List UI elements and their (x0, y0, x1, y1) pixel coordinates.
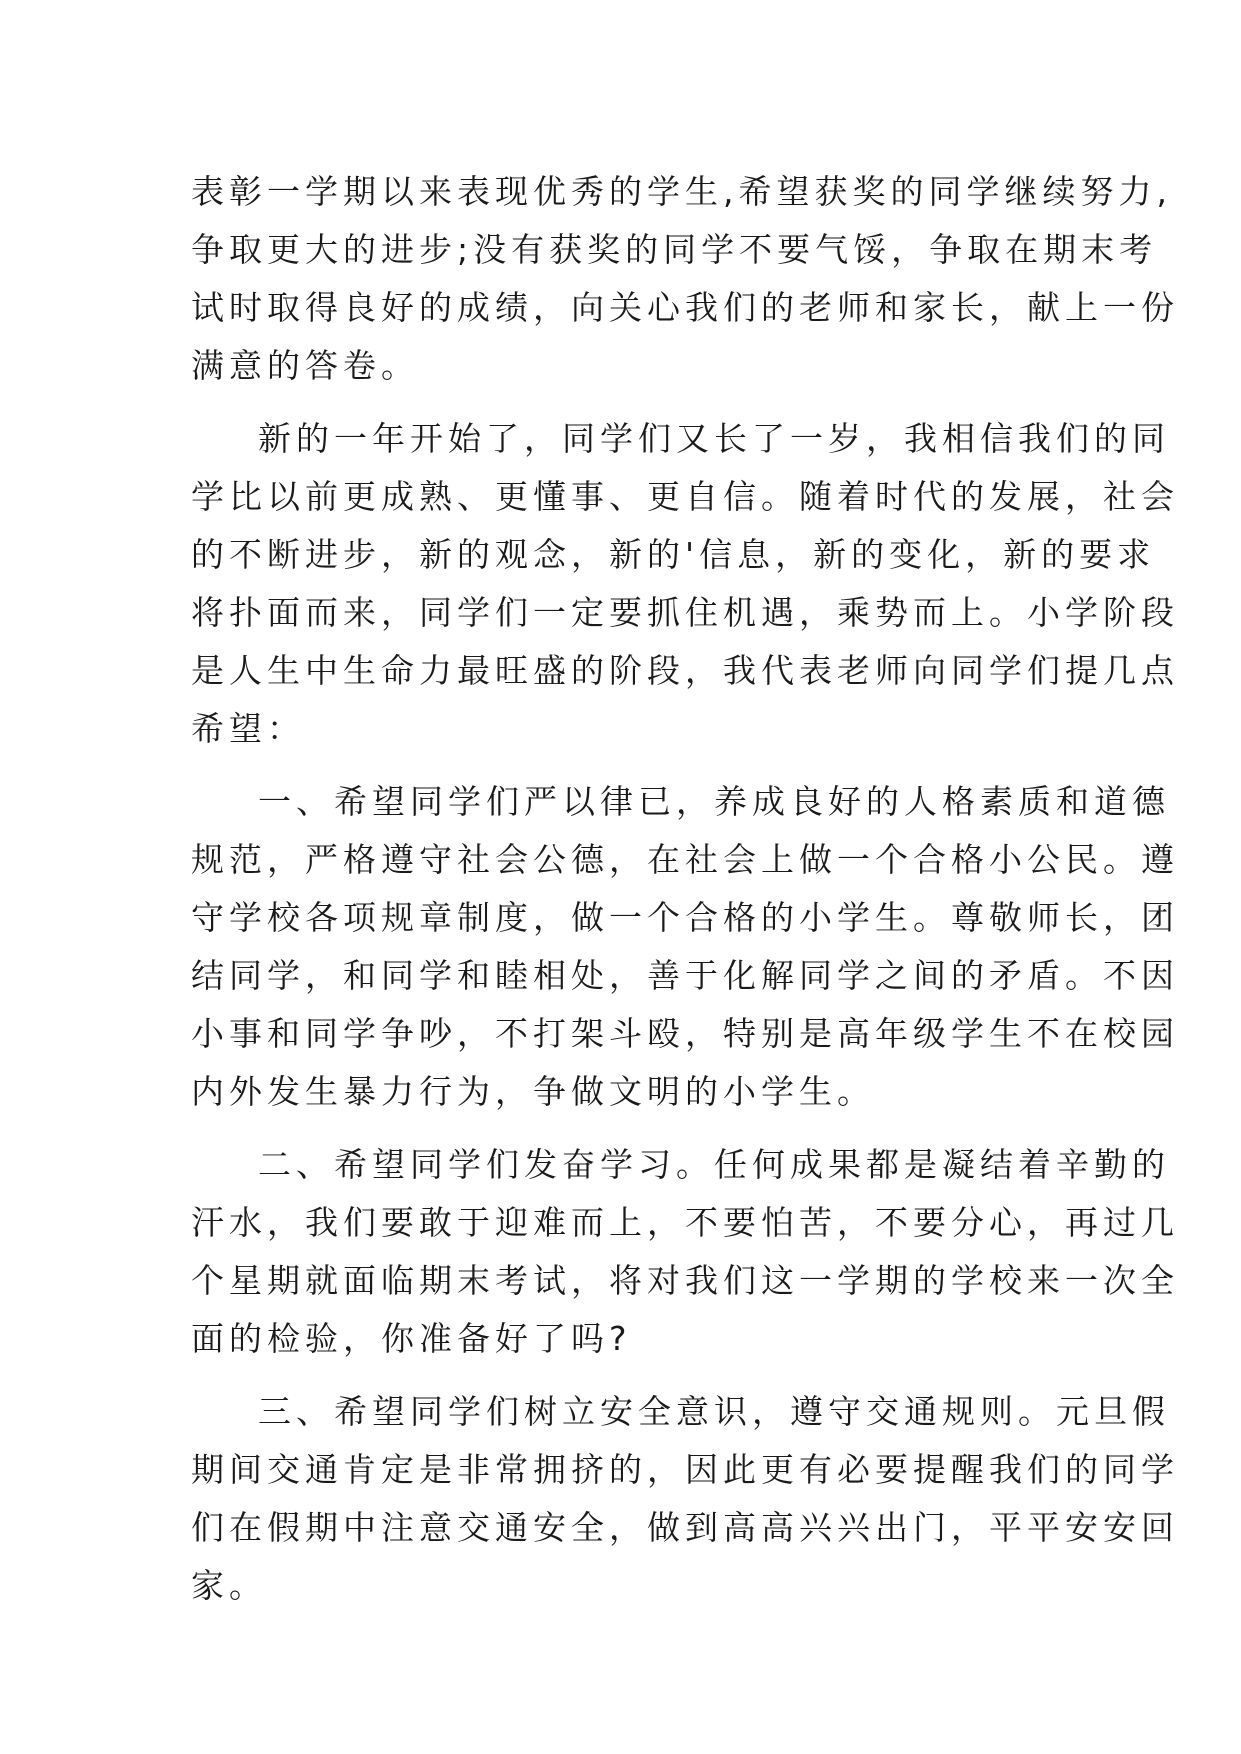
text-line: 是人生中生命力最旺盛的阶段，我代表老师向同学们提几点 (191, 651, 1179, 690)
text-line: 内外发生暴力行为，争做文明的小学生。 (191, 1072, 875, 1111)
text-line: 争取更大的进步;没有获奖的同学不要气馁，争取在期末考 (191, 230, 1158, 269)
text-line: 结同学，和同学和睦相处，善于化解同学之间的矛盾。不因 (191, 956, 1179, 995)
text-line: 汗水，我们要敢于迎难而上，不要怕苦，不要分心，再过几 (191, 1203, 1179, 1242)
text-line: 守学校各项规章制度，做一个合格的小学生。尊敬师长，团 (191, 898, 1179, 937)
text-line: 们在假期中注意交通安全，做到高高兴兴出门，平平安安回 (191, 1508, 1179, 1547)
paragraph-spacer (191, 1121, 1081, 1136)
text-line: 将扑面而来，同学们一定要抓住机遇，乘势而上。小学阶段 (191, 593, 1179, 632)
text-line: 新的一年开始了，同学们又长了一岁，我相信我们的同 (258, 419, 1170, 458)
paragraph-spacer (191, 758, 1081, 773)
text-line: 小事和同学争吵，不打架斗殴，特别是高年级学生不在校园 (191, 1014, 1179, 1053)
paragraph-1 (191, 163, 1179, 395)
text-line: 规范，严格遵守社会公德，在社会上做一个合格小公民。遵 (191, 840, 1179, 879)
paragraph-spacer (191, 395, 1081, 410)
text-line: 面的检验，你准备好了吗? (191, 1319, 632, 1358)
text-line: 家。 (191, 1566, 267, 1605)
text-line: 学比以前更成熟、更懂事、更自信。随着时代的发展，社会 (191, 477, 1179, 516)
paragraph-3 (191, 773, 1179, 1121)
paragraph-2 (191, 410, 1179, 758)
paragraph-4 (191, 1136, 1179, 1368)
paragraph-spacer (191, 1368, 1081, 1383)
document-body (191, 163, 1179, 1615)
text-line: 二、希望同学们发奋学习。任何成果都是凝结着辛勤的 (258, 1145, 1170, 1184)
text-line: 满意的答卷。 (191, 346, 419, 385)
text-line: 表彰一学期以来表现优秀的学生,希望获奖的同学继续努力, (191, 172, 1172, 211)
text-line: 希望： (191, 709, 305, 748)
text-line: 三、希望同学们树立安全意识，遵守交通规则。元旦假 (258, 1392, 1170, 1431)
text-line: 试时取得良好的成绩，向关心我们的老师和家长，献上一份 (191, 288, 1179, 327)
paragraph-5 (191, 1383, 1179, 1615)
text-line: 期间交通肯定是非常拥挤的，因此更有必要提醒我们的同学 (191, 1450, 1179, 1489)
text-line: 个星期就面临期末考试，将对我们这一学期的学校来一次全 (191, 1261, 1179, 1300)
text-line: 的不断进步，新的观念，新的'信息，新的变化，新的要求 (191, 535, 1156, 574)
text-line: 一、希望同学们严以律已，养成良好的人格素质和道德 (258, 782, 1170, 821)
